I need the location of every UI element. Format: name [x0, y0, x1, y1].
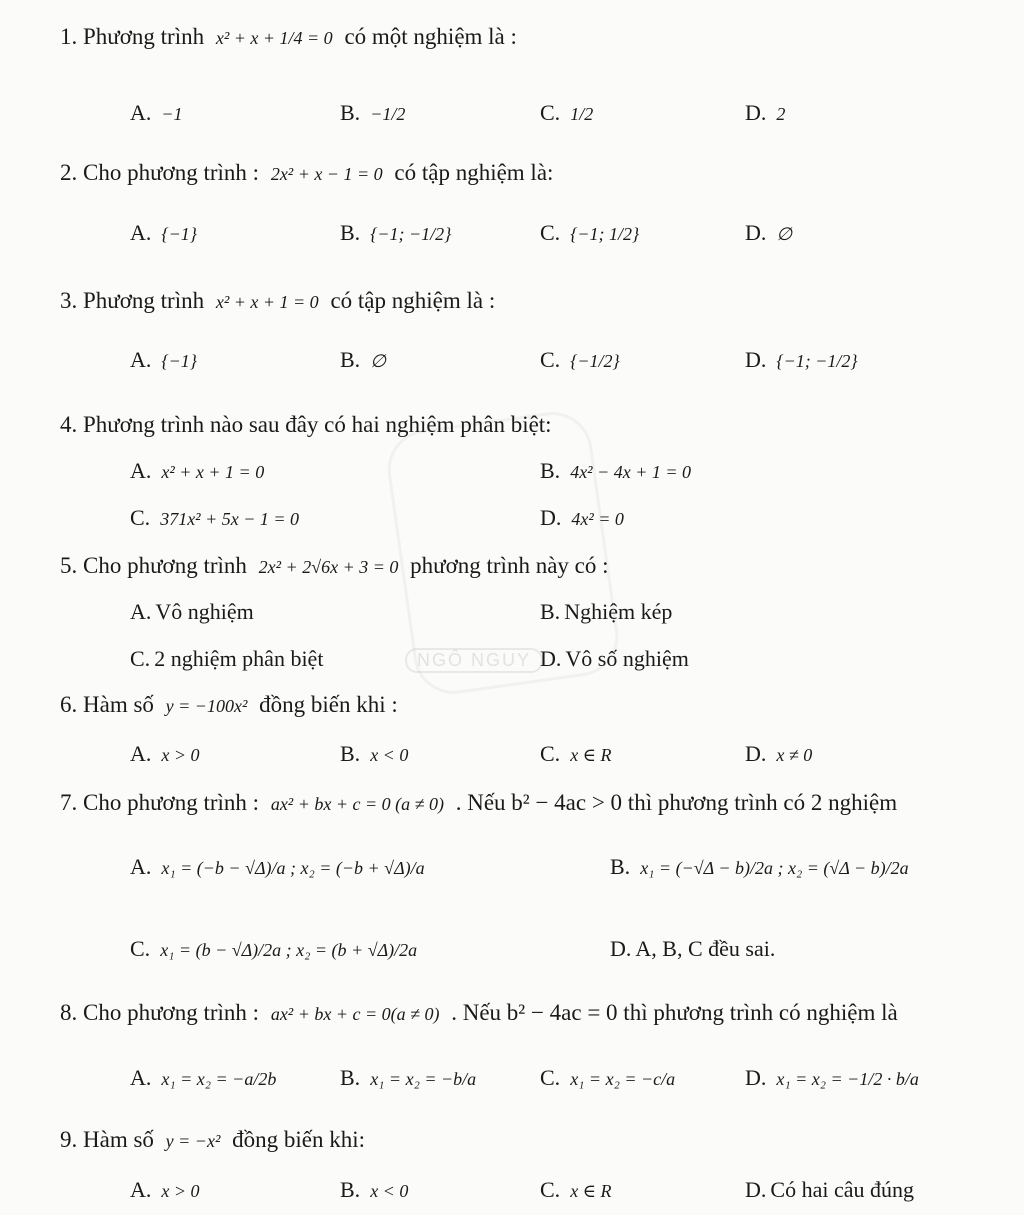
question-stem: 1. Phương trình: [60, 24, 205, 49]
question-1: [60, 22, 517, 53]
watermark-text: NGÔ NGUY: [405, 648, 543, 673]
question-tail: . Nếu b² − 4ac > 0 thì phương trình có 2 nghiệm: [455, 790, 898, 815]
option-b: B. x₁ = x₂ = −b/a: [340, 1065, 477, 1090]
option-a: A. x² + x + 1 = 0: [130, 458, 265, 483]
option-b: B. ∅: [340, 347, 386, 372]
question-stem: 3. Phương trình: [60, 288, 205, 313]
question-stem: 8. Cho phương trình :: [60, 1000, 260, 1025]
option-c: C. 1/2: [540, 100, 594, 125]
option-b: B. x < 0: [340, 741, 409, 766]
question-4: [60, 410, 552, 440]
option-a: A. x > 0: [130, 741, 200, 766]
question-equation: ax² + bx + c = 0 (a ≠ 0): [270, 794, 444, 814]
option-c: C. 2 nghiệm phân biệt: [130, 646, 324, 671]
option-c: C. {−1/2}: [540, 347, 620, 372]
question-6: [60, 690, 398, 721]
question-stem: 7. Cho phương trình :: [60, 790, 260, 815]
option-c: C. {−1; 1/2}: [540, 220, 640, 245]
question-tail: phương trình này có :: [410, 553, 609, 578]
question-equation: x² + x + 1/4 = 0: [215, 28, 333, 48]
question-tail: có tập nghiệm là:: [394, 160, 554, 185]
question-tail: đồng biến khi :: [259, 692, 398, 717]
option-b: B. {−1; −1/2}: [340, 220, 452, 245]
question-tail: có tập nghiệm là :: [330, 288, 496, 313]
option-a: A. x₁ = x₂ = −a/2b: [130, 1065, 277, 1090]
option-a: A. {−1}: [130, 220, 197, 245]
option-d: D. A, B, C đều sai.: [610, 936, 776, 961]
option-c: C. 371x² + 5x − 1 = 0: [130, 505, 300, 530]
question-equation: 2x² + x − 1 = 0: [270, 164, 383, 184]
question-tail: có một nghiệm là :: [344, 24, 517, 49]
option-c: C. x ∈ R: [540, 741, 612, 766]
question-tail: đồng biến khi:: [232, 1127, 365, 1152]
option-c: C. x₁ = x₂ = −c/a: [540, 1065, 676, 1090]
option-a: A. x > 0: [130, 1177, 200, 1202]
option-b: B. 4x² − 4x + 1 = 0: [540, 458, 692, 483]
question-equation: y = −100x²: [165, 696, 248, 716]
option-a: A. −1: [130, 100, 183, 125]
question-7: [60, 788, 897, 819]
option-d: D. 4x² = 0: [540, 505, 624, 530]
option-d: D. x₁ = x₂ = −1/2 · b/a: [745, 1065, 919, 1090]
question-stem: 5. Cho phương trình: [60, 553, 247, 578]
question-8: [60, 998, 898, 1029]
question-5: [60, 551, 609, 582]
question-equation: 2x² + 2√6x + 3 = 0: [258, 557, 399, 577]
option-a: A. x₁ = (−b − √Δ)/a ; x₂ = (−b + √Δ)/a: [130, 854, 425, 879]
option-d: D. {−1; −1/2}: [745, 347, 858, 372]
option-d: D. x ≠ 0: [745, 741, 813, 766]
option-d: D. 2: [745, 100, 786, 125]
option-d: D. ∅: [745, 220, 793, 245]
option-c: C. x₁ = (b − √Δ)/2a ; x₂ = (b + √Δ)/2a: [130, 936, 418, 961]
option-a: A. Vô nghiệm: [130, 599, 254, 624]
question-tail: . Nếu b² − 4ac = 0 thì phương trình có nghiệm là: [451, 1000, 898, 1025]
question-equation: x² + x + 1 = 0: [215, 292, 319, 312]
question-stem: 4. Phương trình nào sau đây có hai nghiệm phân biệt:: [60, 412, 552, 437]
question-stem: 2. Cho phương trình :: [60, 160, 260, 185]
option-d: D. Vô số nghiệm: [540, 646, 689, 671]
question-equation: y = −x²: [165, 1131, 221, 1151]
option-b: B. Nghiệm kép: [540, 599, 673, 624]
option-b: B. x < 0: [340, 1177, 409, 1202]
question-stem: 6. Hàm số: [60, 692, 154, 717]
option-b: B. −1/2: [340, 100, 406, 125]
question-equation: ax² + bx + c = 0(a ≠ 0): [270, 1004, 440, 1024]
question-stem: 9. Hàm số: [60, 1127, 154, 1152]
question-3: [60, 286, 495, 317]
option-a: A. {−1}: [130, 347, 197, 372]
option-b: B. x₁ = (−√Δ − b)/2a ; x₂ = (√Δ − b)/2a: [610, 854, 909, 879]
question-9: [60, 1125, 365, 1156]
option-c: C. x ∈ R: [540, 1177, 612, 1202]
option-d: D. Có hai câu đúng: [745, 1177, 914, 1202]
question-2: [60, 158, 553, 189]
